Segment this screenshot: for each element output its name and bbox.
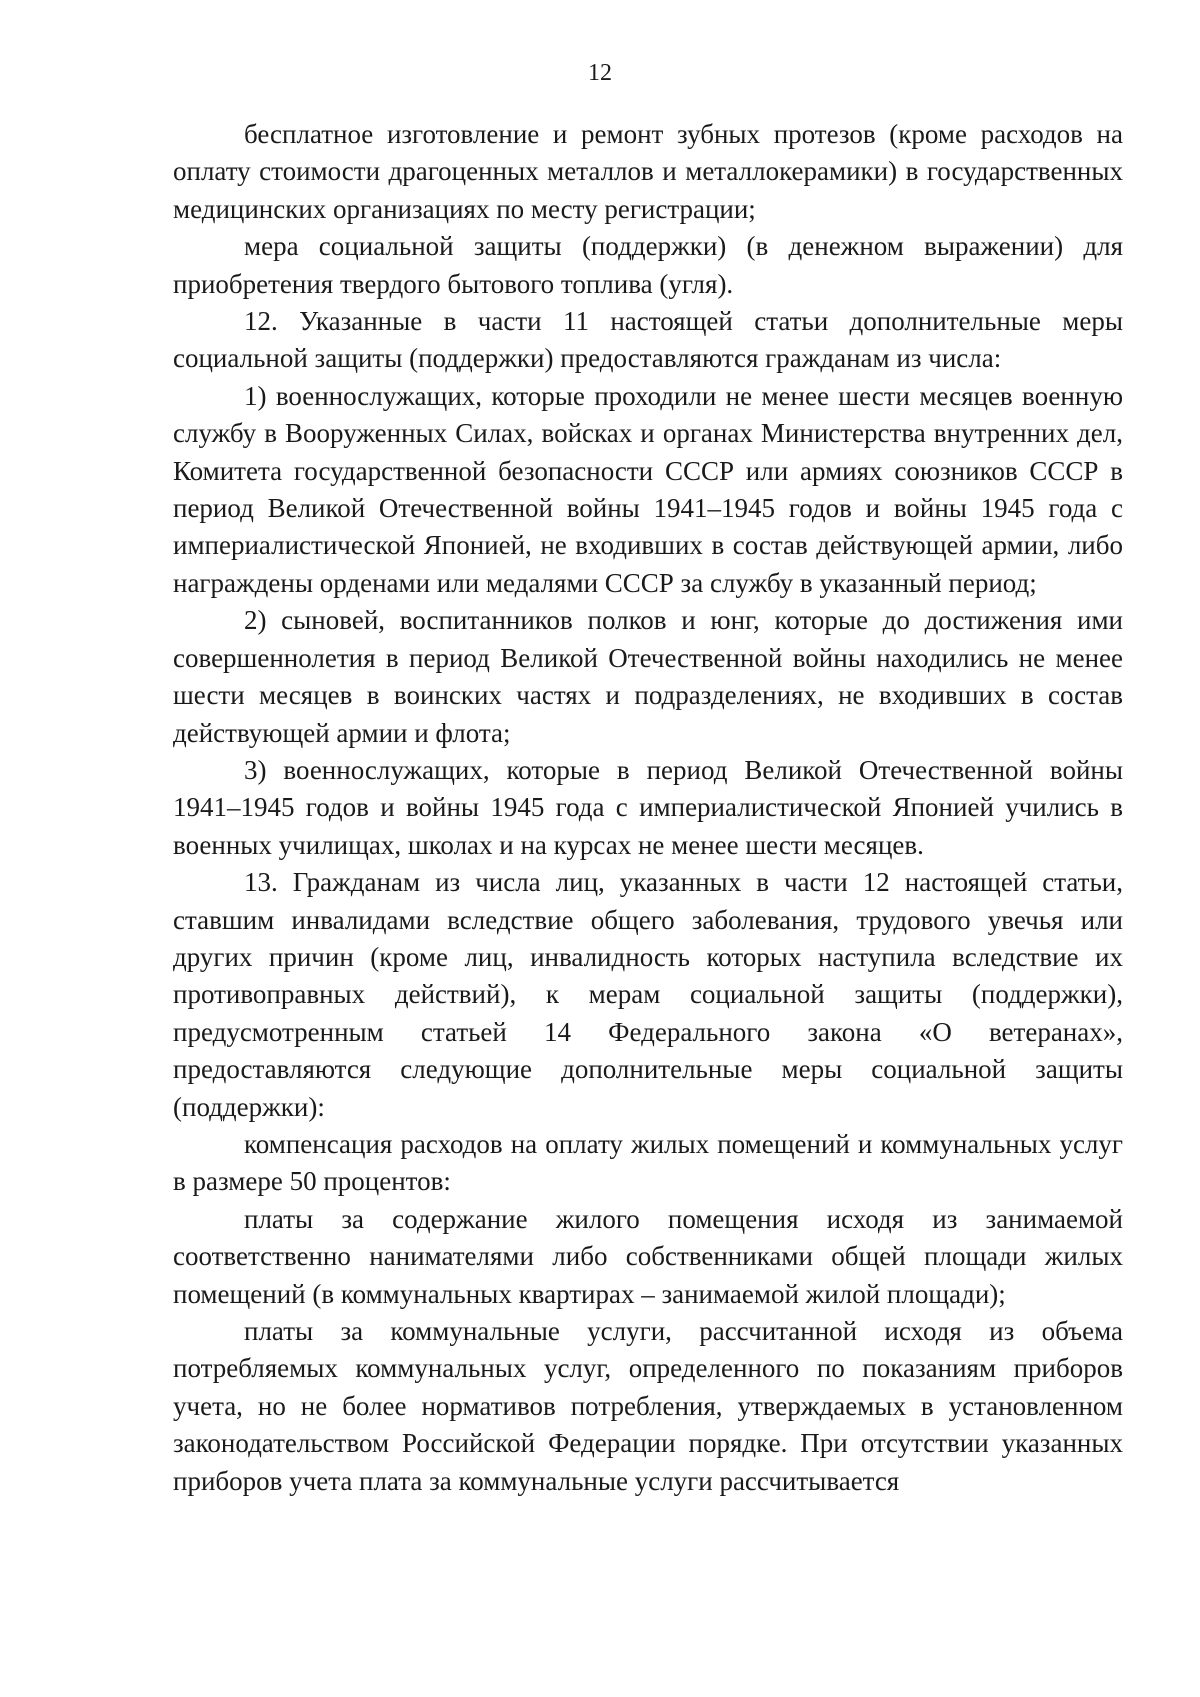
paragraph-utility-fee: платы за коммунальные услуги, рассчитанной исходя из объема потребляемых коммунальных услуг, определенного по показаниям приборов учета, но не более нормативов потребления, утверждаемых в установленном законодательством Российской Федерации порядке. При отсутствии указанных приборов учета плата за коммунальные услуги рассчитывается [173,1316,1123,1496]
paragraph-housing-maintenance-fee: платы за содержание жилого помещения исходя из занимаемой соответственно нанимателями либо собственниками общей площади жилых помещений (в коммунальных квартирах – занимаемой жилой площади); [173,1203,1123,1309]
paragraph-housing-compensation: компенсация расходов на оплату жилых помещений и коммунальных услуг в размере 50 процентов: [173,1128,1123,1197]
paragraph-part-12-intro: 12. Указанные в части 11 настоящей статьи дополнительные меры социальной защиты (поддержки) предоставляются гражданам из числа: [173,306,1123,374]
paragraph-solid-fuel: мера социальной защиты (поддержки) (в денежном выражении) для приобретения твердого бытового топлива (угля). [173,231,1123,299]
paragraph-item-3-military-schools: 3) военнослужащих, которые в период Великой Отечественной войны 1941–1945 годов и войны 1945 года с империалистической Японией учились в военных училищах, школах и на курсах не менее шести месяцев. [173,754,1123,860]
document-body [173,116,1123,1500]
page-number: 12 [588,60,612,86]
paragraph-item-1-servicemen: 1) военнослужащих, которые проходили не менее шести месяцев военную службу в Вооруженных Силах, войсках и органах Министерства внутренних дел, Комитета государственной безопасности СССР или армиях союзников СССР в период Великой Отечественной войны 1941–1945 годов и войны 1945 года с империалистической Японией, не входивших в состав действующей армии, либо награждены орденами или медалями СССР за службу в указанный период; [173,380,1123,598]
paragraph-item-2-sons-of-regiments: 2) сыновей, воспитанников полков и юнг, которые до достижения ими совершеннолетия в период Великой Отечественной войны находились не менее шести месяцев в воинских частях и подразделениях, не входивших в состав действующей армии и флота; [173,605,1123,748]
paragraph-dental-prosthetics: бесплатное изготовление и ремонт зубных протезов (кроме расходов на оплату стоимости драгоценных металлов и металлокерамики) в государственных медицинских организациях по месту регистрации; [173,119,1123,224]
paragraph-part-13-intro: 13. Гражданам из числа лиц, указанных в части 12 настоящей статьи, ставшим инвалидами вследствие общего заболевания, трудового увечья или других причин (кроме лиц, инвалидность которых наступила вследствие их противоправных действий), к мерам социальной защиты (поддержки), предусмотренным статьей 14 Федерального закона «О ветеранах», предоставляются следующие дополнительные меры социальной защиты (поддержки): [173,867,1123,1122]
